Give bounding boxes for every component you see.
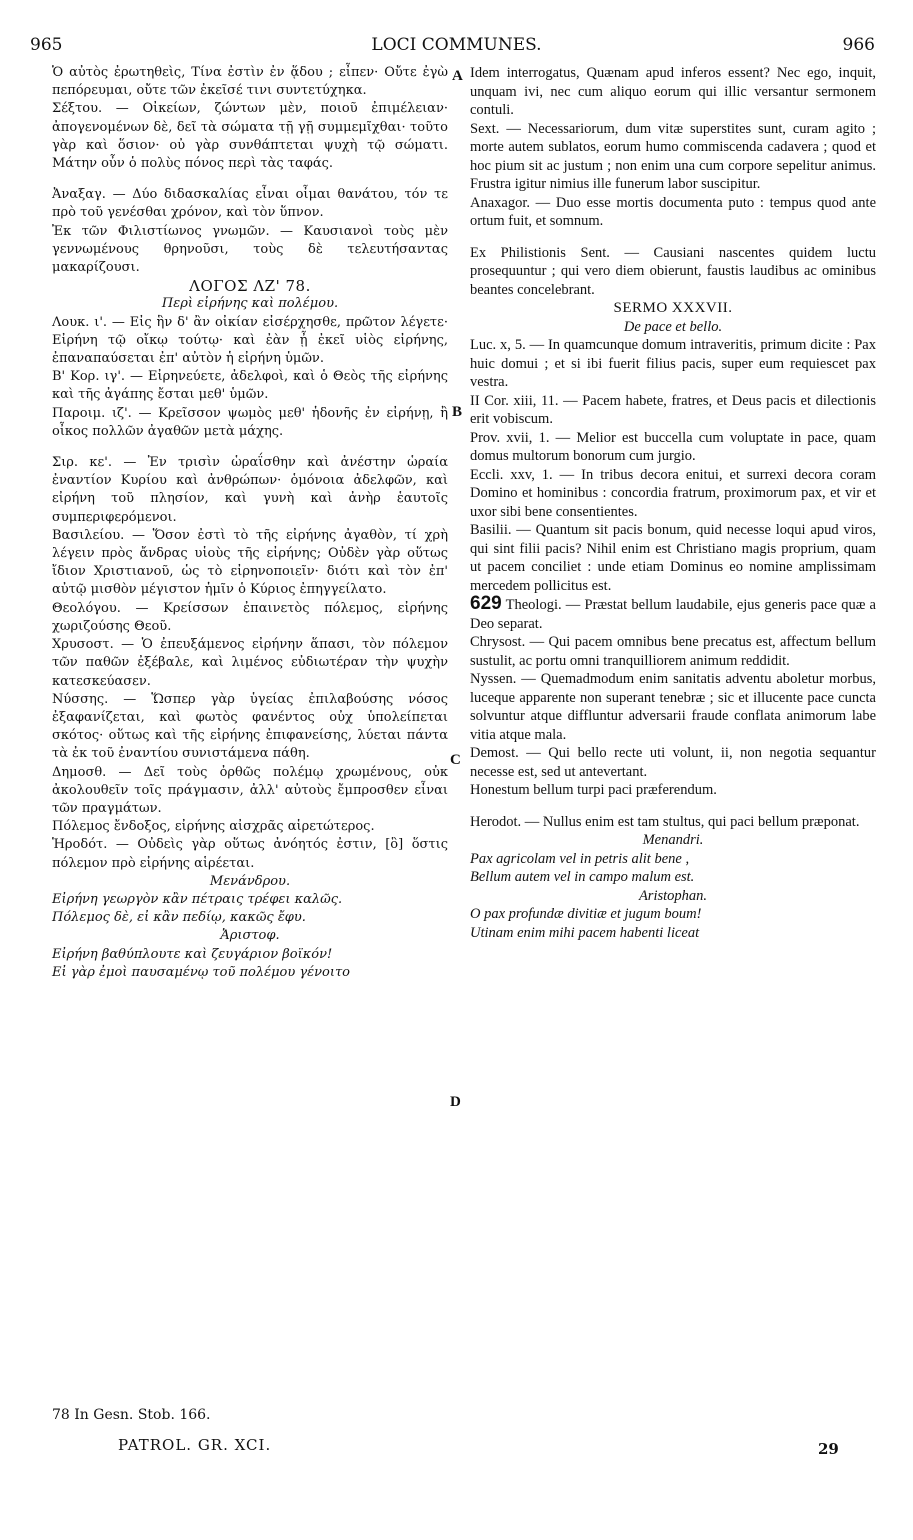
paragraph-text: Εἰρήνη βαθύπλουτε καὶ ζευγάριον βοϊκόν! (52, 946, 333, 962)
paragraph (52, 927, 448, 945)
paragraph-text: Honestum bellum turpi paci præferendum. (470, 782, 717, 798)
paragraph-text: Bellum autem vel in campo malum est. (470, 869, 695, 885)
paragraph-text: De pace et bello. (623, 318, 723, 335)
page-number-left: 965 (30, 35, 63, 55)
margin-letter-c: C (450, 752, 461, 768)
paragraph (470, 924, 876, 943)
paragraph (470, 670, 876, 744)
paragraph-text: Eccli. xxv, 1. — In tribus decora enitui, et surrexi decora coram Domino et hominibus : concordia fratrum, proximorum pax, et vir et uxor sibi bene consentientes. (470, 466, 876, 520)
paragraph-text: Περὶ εἰρήνης καὶ πολέμου. (161, 296, 339, 312)
paragraph-text: Nyssen. — Quemadmodum enim sanitatis adventu aboletur morbus, luceque apparente non superant tenebræ ; sic et illucente pace cuncta solvuntur atque diffluntur adversarii fraude conflata animorum labe vitia atque mala. (470, 671, 876, 743)
paragraph (52, 836, 448, 872)
paragraph (470, 905, 876, 924)
paragraph (470, 595, 876, 633)
paragraph (52, 527, 448, 600)
paragraph (52, 873, 448, 891)
paragraph (52, 691, 448, 764)
paragraph (470, 887, 876, 906)
paragraph (470, 466, 876, 522)
paragraph-text: Βασιλείου. — Ὅσον ἐστὶ τὸ τῆς εἰρήνης ἀγαθὸν, τί χρὴ λέγειν πρὸς ἄνδρας υἱοὺς τῆς εἰρήνης; Οὐδὲν γὰρ οὕτως ἴδιον Χριστιανοῦ, ὡς τὸ εἰρηνοποιεῖν· διότι καὶ τὸν ἐπ' αὐτῷ μισθὸν μέγιστον ἡμῖν ὁ Κύριος ἐπηγγείλατο. (52, 527, 448, 598)
paragraph (52, 636, 448, 691)
paragraph (470, 868, 876, 887)
paragraph-text: Menandri. (642, 832, 704, 848)
paragraph-text: Chrysost. — Qui pacem omnibus bene precatus est, affectum bellum sustulit, ac portu omni tranquilliorem animum reddidit. (470, 634, 876, 669)
paragraph-text: Herodot. — Nullus enim est tam stultus, qui paci bellum præponat. (470, 813, 860, 830)
paragraph (52, 454, 448, 527)
paragraph-text: Ἀριστοφ. (220, 928, 280, 944)
paragraph-text: Εἰρήνη γεωργὸν κἂν πέτραις τρέφει καλῶς. (52, 891, 343, 907)
paragraph (52, 314, 448, 369)
paragraph (52, 405, 448, 441)
footnote: 78 In Gesn. Stob. 166. (52, 1407, 211, 1423)
paragraph (52, 946, 448, 964)
paragraph (470, 244, 876, 300)
spacer (52, 173, 448, 186)
paragraph-text: Παροιμ. ιζ'. — Κρεῖσσον ψωμὸς μεθ' ἡδονῆς ἐν εἰρήνῃ, ἢ οἶκος πολλῶν ἀγαθῶν μετὰ μάχης. (52, 405, 448, 439)
paragraph (470, 392, 876, 429)
paragraph (470, 850, 876, 869)
paragraph (52, 100, 448, 173)
greek-column (52, 64, 448, 982)
paragraph-text: O pax profundæ divitiæ et jugum boum! (470, 906, 702, 922)
signature: PATROL. GR. XCI. (118, 1436, 272, 1454)
paragraph-text: Demost. — Qui bello recte uti volunt, ii, non negotia sequantur necesse est, sed ut antevertant. (470, 745, 876, 780)
paragraph (52, 186, 448, 222)
paragraph-text: II Cor. xiii, 11. — Pacem habete, fratres, et Deus pacis et dilectionis erit vobiscum. (470, 392, 876, 427)
paragraph-text: Εἰ γὰρ ἐμοὶ παυσαμένῳ τοῦ πολέμου γένοιτο (52, 964, 351, 980)
paragraph-text: Theologi. — Præstat bellum laudabile, ejus generis pace quæ a Deo separat. (470, 597, 876, 632)
paragraph-text: Idem interrogatus, Quænam apud inferos essent? Nec ego, inquit, unquam ivi, nec cum aliquo eorum qui illic versantur sermonem contuli. (470, 65, 876, 118)
section-heading (52, 277, 448, 295)
paragraph-text: Ἡροδότ. — Οὐδεὶς γὰρ οὕτως ἀνόητός ἐστιν, [ὃ] ὅστις πόλεμον πρὸ εἰρήνης αἱρέεται. (52, 837, 448, 871)
paragraph-text: Anaxagor. — Duo esse mortis documenta puto : tempus quod ante ortum fuit, et somnum. (470, 194, 876, 229)
paragraph (470, 521, 876, 595)
paragraph-text: Ex Philistionis Sent. — Causiani nascentes quidem luctu prosequuntur ; qui vero diem obierunt, faustis laudibus ac ominibus beantes concelebrant. (470, 244, 876, 298)
margin-letter-b: B (452, 404, 463, 420)
paragraph-text: Pax agricolam vel in petris alit bene , (470, 850, 690, 867)
paragraph (52, 818, 448, 836)
paragraph-text: Basilii. — Quantum sit pacis bonum, quid necesse loqui apud viros, qui sint filii pacis? Nihil enim est Christiano magis proprium, quam ut pacem conciliet : unde etiam Dominus eo nomine amplissimam mercedem pollicitus est. (470, 522, 876, 594)
paragraph (52, 223, 448, 278)
paragraph-text: SERMO XXXVII. (613, 300, 733, 316)
paragraph (52, 891, 448, 909)
spacer (470, 800, 876, 813)
paragraph-text: Σέξτου. — Οἰκείων, ζώντων μὲν, ποιοῦ ἐπιμέλειαν· ἀπογενομένων δὲ, δεῖ τὰ σώματα τῇ γῇ συμμεμῖχθαι· τοῦτο γὰρ καὶ ὅσιον· οὐ γὰρ συνθάπτεται ψυχὴ τῷ σώματι. Μάτην οὖν ὁ πολὺς πόνος περὶ τὰς ταφάς. (52, 101, 448, 172)
paragraph (52, 909, 448, 927)
paragraph-text: Δημοσθ. — Δεῖ τοὺς ὀρθῶς πολέμῳ χρωμένους, οὐκ ἀκολουθεῖν τοῖς πράγμασιν, ἀλλ' αὐτοὺς ἔμπροσθεν εἶναι τῶν πραγμάτων. (52, 764, 448, 816)
paragraph-text: Ἐκ τῶν Φιλιστίωνος γνωμῶν. — Καυσιανοὶ τοὺς μὲν γεννωμένους θρηνοῦσι, τοὺς δὲ τελευτήσαντας μακαρίζουσι. (52, 223, 448, 276)
paragraph (52, 64, 448, 100)
paragraph (470, 429, 876, 466)
paragraph-text: Ἀναξαγ. — Δύο διδασκαλίας εἶναι οἶμαι θανάτου, τόν τε πρὸ τοῦ γενέσθαι χρόνον, καὶ τὸν ὕπνον. (52, 187, 448, 221)
paragraph-text: Χρυσοστ. — Ὁ ἐπευξάμενος εἰρήνην ἅπασι, τὸν πόλεμον τῶν παθῶν ἐξέβαλε, καὶ λιμένος εὐδιωτέραν τὴν ψυχὴν κατεσκεύασεν. (52, 637, 448, 689)
paragraph-text: Σιρ. κε'. — Ἐν τρισὶν ὡραΐσθην καὶ ἀνέστην ὡραία ἐναντίον Κυρίου καὶ ἀνθρώπων· ὁμόνοια ἀδελφῶν, καὶ εἰρήνη τοῦ πλησίον, καὶ γυνὴ καὶ ἀνὴρ ἑαυτοῖς συμπεριφερόμενοι. (52, 455, 448, 525)
paragraph-text: Luc. x, 5. — In quamcunque domum intraveritis, primum dicite : Pax huic domui ; et si ibi fuerit filius pacis, super eum requiescet pax vestra. (470, 337, 876, 390)
spacer (470, 231, 876, 244)
section-heading (470, 299, 876, 318)
paragraph (52, 600, 448, 636)
paragraph-text: Πόλεμος ἔνδοξος, εἰρήνης αἰσχρᾶς αἱρετώτερος. (52, 819, 375, 835)
paragraph (52, 368, 448, 404)
paragraph-text: ΛΟΓΟΣ ΛΖ' 78. (189, 277, 311, 296)
latin-column (470, 64, 876, 942)
paragraph (470, 336, 876, 392)
spacer (52, 441, 448, 454)
paragraph-text: Λουκ. ι'. — Εἰς ἣν δ' ἂν οἰκίαν εἰσέρχησθε, πρῶτον λέγετε· Εἰρήνη τῷ οἴκῳ τούτῳ· καὶ ἐὰν ᾖ ἐκεῖ υἱὸς εἰρήνης, ἐπαναπαύσεται ἐπ' αὐτὸν ἡ εἰρήνη ὑμῶν. (52, 314, 448, 367)
paragraph-text: Β' Κορ. ιγ'. — Εἰρηνεύετε, ἀδελφοὶ, καὶ ὁ Θεὸς τῆς εἰρήνης καὶ τῆς ἀγάπης ἔσται μεθ' ὑμῶν. (52, 369, 448, 403)
paragraph-text: Ὁ αὐτὸς ἐρωτηθεὶς, Τίνα ἐστὶν ἐν ᾅδου ; εἶπεν· Οὔτε ἐγὼ πεπόρευμαι, οὔτε τῶν ἐκεῖσέ τινι συντετύχηκα. (52, 65, 448, 99)
paragraph (52, 964, 448, 982)
paragraph-text: Prov. xvii, 1. — Melior est buccella cum voluptate in pace, quam domus multorum bonorum cum jurgio. (470, 429, 876, 464)
paragraph (470, 831, 876, 850)
margin-letter-d: D (450, 1094, 461, 1110)
paragraph (470, 744, 876, 781)
paragraph (52, 295, 448, 313)
paragraph (470, 120, 876, 194)
margin-letter-a: A (452, 68, 463, 84)
paragraph-text: Πόλεμος δὲ, εἰ κἂν πεδίῳ, κακῶς ἔφυ. (52, 910, 306, 926)
column-number: 629 (470, 593, 502, 614)
paragraph (470, 64, 876, 120)
page-number-right: 966 (842, 35, 875, 55)
paragraph (470, 813, 876, 832)
paragraph (470, 194, 876, 231)
paragraph-text: Νύσσης. — Ὥσπερ γὰρ ὑγείας ἐπιλαβούσης νόσος ἐξαφανίζεται, καὶ φωτὸς φανέντος οὐχ ὑπολείπεται σκότος· οὕτως καὶ τῆς εἰρήνης ἐπιφανείσης, λύεται πάντα τὰ ἐκ τοῦ ἐναντίου συνιστάμενα πάθη. (52, 691, 448, 762)
paragraph (470, 633, 876, 670)
running-title: LOCI COMMUNES. (371, 35, 542, 55)
paragraph (470, 318, 876, 337)
paragraph-text: Μενάνδρου. (209, 873, 291, 889)
paragraph-text: Aristophan. (638, 887, 708, 904)
sheet-number: 29 (818, 1440, 839, 1458)
paragraph (52, 764, 448, 819)
paragraph-text: Sext. — Necessariorum, dum vitæ superstites sunt, curam agito ; morte autem sublatos, eorum humo commiscenda cadavera ; quod et hoc pium sit ac justum ; non enim una cum corpore sepelitur animus. Frustra igitur nimius ille funerum labor suscipitur. (470, 120, 876, 192)
paragraph-text: Utinam enim mihi pacem habenti liceat (470, 924, 700, 941)
paragraph (470, 781, 876, 800)
paragraph-text: Θεολόγου. — Κρείσσων ἐπαινετὸς πόλεμος, εἰρήνης χωριζούσης Θεοῦ. (52, 600, 448, 634)
